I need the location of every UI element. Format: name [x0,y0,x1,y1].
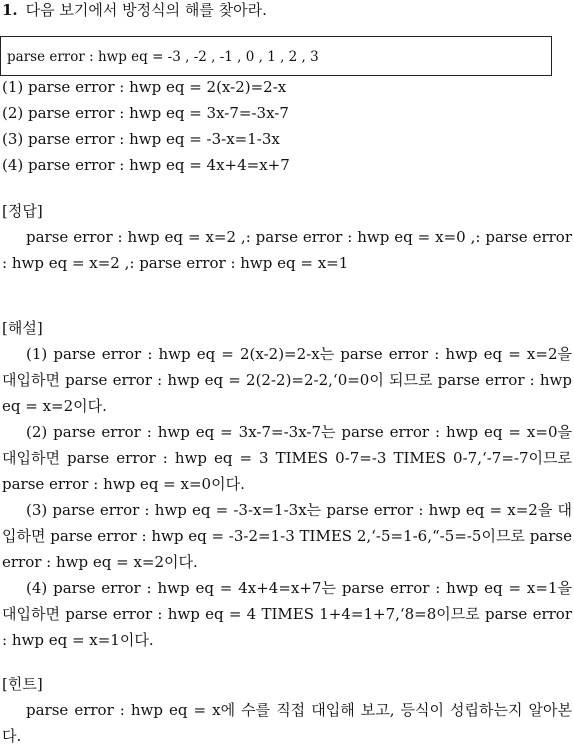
option-2: (2) parse error : hwp eq = 3x-7=-3x-7 [2,104,289,122]
choices-box [0,36,552,76]
answer-text: parse error : hwp eq = x=2 ,: parse error : hwp eq = x=0 ,: parse error : hwp eq = x=2 ,: parse error : hwp eq = x=1 [2,228,572,272]
choices-text: parse error : hwp eq = -3 , -2 , -1 , 0 , 1 , 2 , 3 [7,49,319,65]
option-3: (3) parse error : hwp eq = -3-x=1-3x [2,130,280,148]
hint-heading: [힌트] [2,675,43,693]
option-4: (4) parse error : hwp eq = 4x+4=x+7 [2,156,290,174]
explanation-paragraph-2: (2) parse error : hwp eq = 3x-7=-3x-7는 parse error : hwp eq = x=0을 대입하면 parse error : hwp eq = 3 TIMES 0-7=-3 TIMES 0-7,‘-7=-7이므로 parse error : hwp eq = x=0이다. [2,423,572,493]
problem-title [2,0,267,20]
explanation-paragraph-1: (1) parse error : hwp eq = 2(x-2)=2-x는 parse error : hwp eq = x=2을 대입하면 parse error : hwp eq = 2(2-2)=2-2,‘0=0이 되므로 parse error : hwp eq = x=2이다. [2,345,572,415]
hint-text: parse error : hwp eq = x에 수를 직접 대입해 보고, 등식이 성립하는지 알아본다. [2,701,572,745]
problem-prompt: 다음 보기에서 방정식의 해를 찾아라. [25,1,267,19]
explanation-heading: [해설] [2,319,43,337]
answer-heading: [정답] [2,202,43,220]
explanation-paragraph-3: (3) parse error : hwp eq = -3-x=1-3x는 parse error : hwp eq = x=2을 대입하면 parse error : hwp eq = -3-2=1-3 TIMES 2,‘-5=1-6,“-5=-5이므로 parse error : hwp eq = x=2이다. [2,501,572,571]
explanation-paragraph-4: (4) parse error : hwp eq = 4x+4=x+7는 parse error : hwp eq = x=1을 대입하면 parse error : hwp eq = 4 TIMES 1+4=1+7,‘8=8이므로 parse error : hwp eq = x=1이다. [2,579,572,649]
option-1: (1) parse error : hwp eq = 2(x-2)=2-x [2,78,287,96]
problem-number: 1. [2,1,18,19]
